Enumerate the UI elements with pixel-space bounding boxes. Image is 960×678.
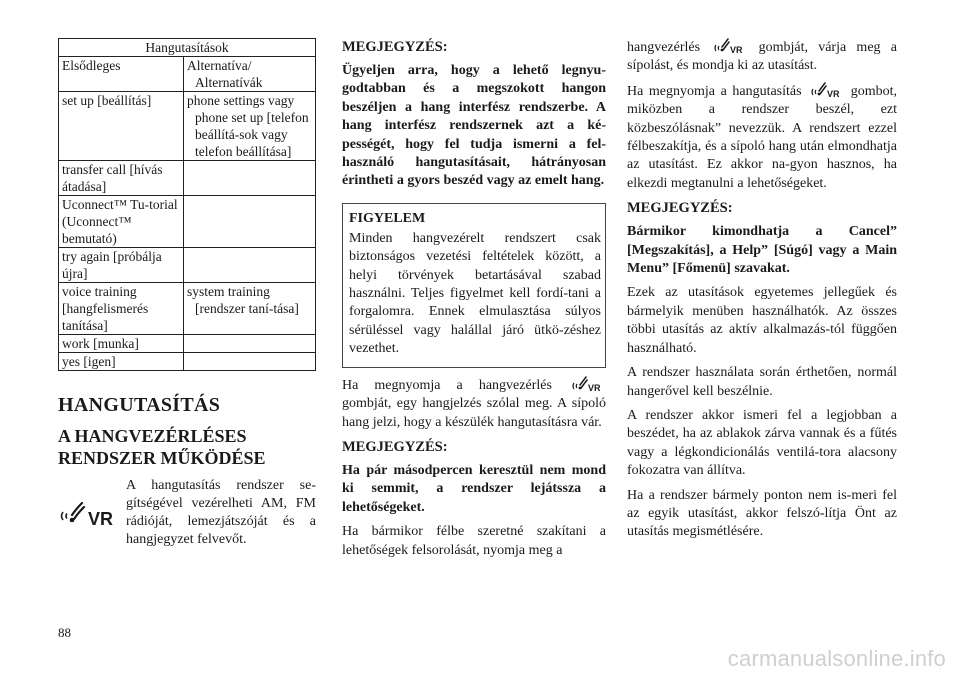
warning-text: Minden hangvezérelt rendszert csak biztonságos vezetési feltételek között, a helyi törvények betartásával szabad használni. Teljes figyelmet kell fordí-tani a forgalomra. Ennek elmulasztása súlyos sérüléssel vagy halállal járó ütkö-zéshez vezethet. xyxy=(349,230,601,357)
paragraph xyxy=(627,38,897,76)
table-cell-primary: try again [próbálja újra] xyxy=(59,248,184,283)
voice-recognition-icon xyxy=(572,376,602,392)
vr-label: VR xyxy=(730,45,743,54)
table-header-alternative-text: Alternatíva/ Alternatívák xyxy=(187,58,263,90)
table-row xyxy=(59,196,316,248)
warning-box xyxy=(342,203,606,368)
paragraph-start: Ha megnyomja a hangutasítás xyxy=(627,83,802,99)
paragraph-end: gombot, miközben a rendszer beszél, ezt közbeszólásnak” nevezzük. A rendszert ezzel félbeszakítja, és a sípoló hang után elmondhatja az utasítást. Ez akkor na-gyon hasznos, ha elkezdi megtanulni a lehetőségeket. xyxy=(627,83,898,191)
note-text: Bármikor kimondhatja a Cancel” [Megszakítás], a Help” [Súgó] vagy a Main Menu” [Főmenü] szavakat. xyxy=(627,224,897,277)
paragraph xyxy=(627,82,897,193)
table-row xyxy=(59,283,316,335)
table-cell-primary: set up [beállítás] xyxy=(59,92,184,161)
column-right xyxy=(627,38,897,542)
table-cell-alternative xyxy=(184,92,316,161)
table-header-alternative xyxy=(184,57,316,92)
paragraph xyxy=(342,376,606,432)
table-cell-primary: yes [igen] xyxy=(59,353,184,371)
table-cell-alternative xyxy=(184,335,316,353)
table-cell-alternative xyxy=(184,196,316,248)
paragraph: Ha a rendszer bármely ponton nem is-meri fel az egyik utasítást, akkor felszó-lítja Önt az utasítás megismétlésére. xyxy=(627,487,897,540)
table-row xyxy=(59,353,316,371)
note-text: Ügyeljen arra, hogy a lehető legnyu-godtabban és a megszokott hangon beszéljen a hang interfész rendszerbe. A hang interfész rendszernek azt a ké-pességét, hogy fel tudja ismerni a fel-használó hangutasításait, hátrányosan érintheti a gyors beszéd vagy az emelt hang. xyxy=(342,63,606,189)
vr-intro-text: A hangutasítás rendszer se-gítségével vezérelheti AM, FM rádióját, lemezjátszóját és a hangjegyzet felvevőt. xyxy=(126,478,316,547)
note-text: Ha pár másodpercen keresztül nem mond ki semmit, a rendszer lejátssza a lehetőségeket. xyxy=(342,462,606,515)
note-heading: MEGJEGYZÉS: xyxy=(342,438,448,455)
table-cell-alternative xyxy=(184,248,316,283)
page-number: 88 xyxy=(58,625,71,640)
table-cell-primary: Uconnect™ Tu-torial (Uconnect™ bemutató) xyxy=(59,196,184,248)
table-cell-alternative-text: system training [rendszer taní-tása] xyxy=(187,284,299,316)
table-cell-primary: voice training [hangfelismerés tanítása] xyxy=(59,283,184,335)
column-left xyxy=(58,38,316,549)
table-cell-alternative xyxy=(184,283,316,335)
table-cell-alternative-text: phone settings vagy phone set up [telefon beállítá-sok vagy telefon beállítása] xyxy=(187,93,309,159)
column-middle xyxy=(342,38,606,560)
subsection-heading: A HANGVEZÉRLÉSES RENDSZER MŰKÖDÉSE xyxy=(58,426,266,468)
table-cell-alternative xyxy=(184,353,316,371)
table-row xyxy=(59,248,316,283)
table-cell-primary: transfer call [hívás átadása] xyxy=(59,161,184,196)
voice-recognition-icon xyxy=(811,82,841,98)
paragraph-start: Ha megnyomja a hangvezérlés xyxy=(342,377,552,393)
paragraph: A rendszer akkor ismeri fel a legjobban a beszédet, ha az ablakok zárva vannak és a fűtés vagy a légkondicionálás ventilá-tora alacsony fokozatra van állítva. xyxy=(627,407,897,479)
paragraph-end: gombját, várja meg a sípolást, és mondja ki az utasítást. xyxy=(627,40,897,74)
paragraph: A rendszer használata során érthetően, normál hangerővel kell beszélnie. xyxy=(627,365,897,399)
vr-label: VR xyxy=(827,88,840,98)
paragraph-end: gombját, egy hangjelzés szólal meg. A sípoló hang jelzi, hogy a készülék hangutasításra vár. xyxy=(342,396,606,430)
table-row xyxy=(59,92,316,161)
paragraph-start: hangvezérlés xyxy=(627,40,701,55)
section-heading: HANGUTASÍTÁS xyxy=(58,394,221,416)
vr-label: VR xyxy=(88,509,114,527)
voice-command-table xyxy=(58,38,316,371)
vr-intro-block xyxy=(58,477,316,549)
table-cell-primary: work [munka] xyxy=(59,335,184,353)
warning-heading: FIGYELEM xyxy=(349,210,426,226)
note-heading: MEGJEGYZÉS: xyxy=(627,200,733,217)
table-header-row xyxy=(59,57,316,92)
paragraph: Ezek az utasítások egyetemes jellegűek és bármelyik menüben használhatók. Az összes többi utasítás az aktív alkalmazás-tól függően használható. xyxy=(627,285,897,356)
table-caption-row xyxy=(59,39,316,57)
voice-recognition-icon xyxy=(60,501,122,527)
table-row xyxy=(59,161,316,196)
table-cell-alternative xyxy=(184,161,316,196)
vr-label: VR xyxy=(588,382,601,392)
table-caption: Hangutasítások xyxy=(59,39,316,57)
paragraph: Ha bármikor félbe szeretné szakítani a lehetőségek felsorolását, nyomja meg a xyxy=(342,524,606,558)
table-row xyxy=(59,335,316,353)
note-heading: MEGJEGYZÉS: xyxy=(342,39,448,55)
watermark: carmanualsonline.info xyxy=(727,646,946,671)
table-header-primary: Elsődleges xyxy=(59,57,184,92)
voice-recognition-icon xyxy=(714,38,744,54)
